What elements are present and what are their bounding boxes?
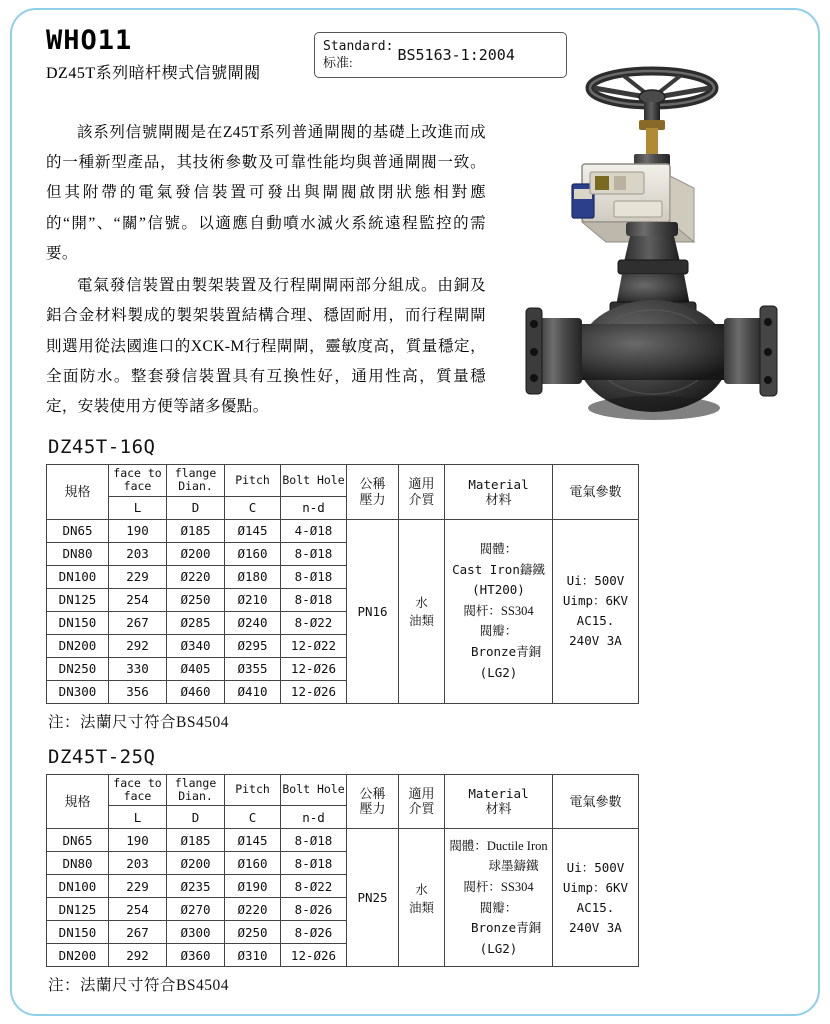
table-row (47, 829, 639, 852)
product-model-title: WHO11 (46, 25, 133, 56)
cell-fld: Ø300 (167, 921, 225, 944)
th-pressure: 公稱 壓力 (347, 774, 399, 828)
th-face-to-face: face to face (109, 465, 167, 496)
cell-fld: Ø185 (167, 829, 225, 852)
cell-bolt: 12-Ø26 (281, 657, 347, 680)
cell-electric: Ui：500V Uimp：6KV AC15. 240V 3A (553, 519, 639, 703)
cell-fld: Ø405 (167, 657, 225, 680)
cell-fld: Ø200 (167, 542, 225, 565)
cell-bolt: 8-Ø26 (281, 898, 347, 921)
cell-electric: Ui：500V Uimp：6KV AC15. 240V 3A (553, 829, 639, 967)
cell-fld: Ø235 (167, 875, 225, 898)
th-sub-L: L (109, 806, 167, 829)
cell-spec: DN80 (47, 852, 109, 875)
cell-fld: Ø360 (167, 944, 225, 967)
standard-labels (323, 39, 393, 72)
cell-pitch: Ø240 (225, 611, 281, 634)
cell-spec: DN65 (47, 519, 109, 542)
cell-material: 閥體：Ductile Iron 球墨鑄鐵 閥杆：SS304 閥瓣： Bronze青銅(LG2) (445, 829, 553, 967)
cell-ftf: 229 (109, 875, 167, 898)
cell-medium: 水 油類 (399, 519, 445, 703)
cell-ftf: 254 (109, 588, 167, 611)
cell-spec: DN300 (47, 680, 109, 703)
table-header-row (47, 774, 639, 805)
cell-bolt: 12-Ø26 (281, 680, 347, 703)
cell-ftf: 190 (109, 829, 167, 852)
cell-pitch: Ø190 (225, 875, 281, 898)
cell-pitch: Ø410 (225, 680, 281, 703)
th-sub-D: D (167, 496, 225, 519)
table-header-row (47, 465, 639, 496)
cell-fld: Ø270 (167, 898, 225, 921)
cell-bolt: 8-Ø18 (281, 852, 347, 875)
cell-pressure: PN25 (347, 829, 399, 967)
cell-ftf: 292 (109, 634, 167, 657)
cell-pitch: Ø160 (225, 852, 281, 875)
th-flange-dian: flange Dian. (167, 465, 225, 496)
cell-pitch: Ø250 (225, 921, 281, 944)
cell-bolt: 8-Ø22 (281, 611, 347, 634)
cell-fld: Ø340 (167, 634, 225, 657)
gate-valve-image (494, 56, 794, 446)
cell-spec: DN150 (47, 611, 109, 634)
cell-ftf: 330 (109, 657, 167, 680)
th-sub-L: L (109, 496, 167, 519)
cell-spec: DN100 (47, 565, 109, 588)
cell-pitch: Ø180 (225, 565, 281, 588)
cell-pitch: Ø220 (225, 898, 281, 921)
th-electric: 電氣參數 (553, 465, 639, 519)
th-medium: 適用 介質 (399, 465, 445, 519)
cell-pitch: Ø160 (225, 542, 281, 565)
th-sub-C: C (225, 496, 281, 519)
th-pressure: 公稱 壓力 (347, 465, 399, 519)
cell-ftf: 356 (109, 680, 167, 703)
cell-spec: DN200 (47, 634, 109, 657)
th-bolt-hole: Bolt Hole (281, 465, 347, 496)
cell-ftf: 254 (109, 898, 167, 921)
cell-fld: Ø285 (167, 611, 225, 634)
cell-bolt: 8-Ø18 (281, 565, 347, 588)
cell-fld: Ø220 (167, 565, 225, 588)
cell-spec: DN200 (47, 944, 109, 967)
cell-spec: DN125 (47, 588, 109, 611)
cell-pitch: Ø355 (225, 657, 281, 680)
th-pitch: Pitch (225, 465, 281, 496)
th-bolt-hole: Bolt Hole (281, 774, 347, 805)
cell-bolt: 8-Ø18 (281, 829, 347, 852)
cell-bolt: 8-Ø18 (281, 588, 347, 611)
cell-bolt: 8-Ø22 (281, 875, 347, 898)
cell-spec: DN150 (47, 921, 109, 944)
cell-fld: Ø250 (167, 588, 225, 611)
table2-note: 注：法蘭尺寸符合BS4504 (48, 977, 229, 995)
cell-pitch: Ø295 (225, 634, 281, 657)
standard-label-cn: 标准: (323, 55, 353, 70)
cell-bolt: 8-Ø18 (281, 542, 347, 565)
cell-spec: DN100 (47, 875, 109, 898)
cell-spec: DN65 (47, 829, 109, 852)
cell-bolt: 12-Ø22 (281, 634, 347, 657)
cell-pitch: Ø145 (225, 829, 281, 852)
cell-pitch: Ø145 (225, 519, 281, 542)
standard-label-en: Standard: (323, 38, 394, 54)
th-medium: 適用 介質 (399, 774, 445, 828)
description-paragraph-1: 該系列信號閘閥是在Z45T系列普通閘閥的基礎上改進而成的一種新型產品，其技術參數及可靠性能均與普通閘閥一致。但其附帶的電氣發信裝置可發出與閘閥啟閉狀態相對應的“開”、“關”信號。以適應自動噴水滅火系統遠程監控的需要。 (46, 124, 486, 262)
th-sub-D: D (167, 806, 225, 829)
cell-fld: Ø200 (167, 852, 225, 875)
cell-ftf: 190 (109, 519, 167, 542)
description-paragraph-2: 電氣發信裝置由製架裝置及行程閘閘兩部分組成。由銅及鋁合金材料製成的製架裝置結構合理、穩固耐用，而行程閘閘則選用從法國進口的XCK-M行程閘閘，靈敏度高，質量穩定，全面防水。整套發信裝置具有互換性好，通用性高，質量穩定，安裝使用方便等諸多優點。 (46, 277, 486, 415)
cell-spec: DN125 (47, 898, 109, 921)
cell-ftf: 203 (109, 542, 167, 565)
cell-bolt: 8-Ø26 (281, 921, 347, 944)
cell-ftf: 292 (109, 944, 167, 967)
th-spec: 規格 (47, 465, 109, 519)
spec-table-16q (46, 464, 639, 703)
table2-title: DZ45T-25Q (48, 745, 156, 768)
standard-value: BS5163-1:2004 (397, 46, 515, 64)
spec-table-25q (46, 774, 639, 967)
cell-pitch: Ø210 (225, 588, 281, 611)
cell-fld: Ø460 (167, 680, 225, 703)
cell-bolt: 4-Ø18 (281, 519, 347, 542)
th-sub-nd: n-d (281, 806, 347, 829)
cell-spec: DN80 (47, 542, 109, 565)
th-flange-dian: flange Dian. (167, 774, 225, 805)
table1-note: 注：法蘭尺寸符合BS4504 (48, 713, 229, 731)
cell-pitch: Ø310 (225, 944, 281, 967)
cell-ftf: 267 (109, 611, 167, 634)
th-sub-nd: n-d (281, 496, 347, 519)
description-text (46, 118, 486, 422)
table1-title: DZ45T-16Q (48, 436, 156, 459)
th-pitch: Pitch (225, 774, 281, 805)
cell-ftf: 229 (109, 565, 167, 588)
cell-material: 閥體： Cast Iron鑄鐵(HT200) 閥杆：SS304 閥瓣： Bronze青銅(LG2) (445, 519, 553, 703)
table-row (47, 519, 639, 542)
cell-bolt: 12-Ø26 (281, 944, 347, 967)
cell-pressure: PN16 (347, 519, 399, 703)
cell-medium: 水 油類 (399, 829, 445, 967)
th-sub-C: C (225, 806, 281, 829)
th-face-to-face: face to face (109, 774, 167, 805)
cell-ftf: 267 (109, 921, 167, 944)
th-material: Material 材料 (445, 774, 553, 828)
cell-spec: DN250 (47, 657, 109, 680)
cell-ftf: 203 (109, 852, 167, 875)
document-content (46, 26, 786, 995)
th-electric: 電氣參數 (553, 774, 639, 828)
cell-fld: Ø185 (167, 519, 225, 542)
th-material: Material 材料 (445, 465, 553, 519)
th-spec: 規格 (47, 774, 109, 828)
product-subtitle: DZ45T系列暗杆楔式信號閘閥 (46, 64, 261, 82)
